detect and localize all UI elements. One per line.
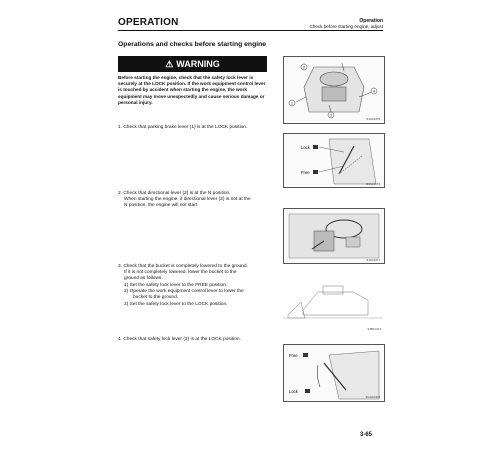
step-3-sub-1: 1) Set the safety lock lever to the FREE position. — [124, 283, 228, 288]
section-title: Operations and checks before starting engine — [118, 41, 267, 48]
warning-text: Before starting the engine, check that the safety lock lever is securely at the LOCK position. If the work equipment control lever is touched by accident when starting the engine, the work equipment may move unexpectedly and cause serious damage or personal injury. — [118, 75, 266, 105]
lock-label: Lock — [301, 145, 310, 150]
figure-code: 9GA04408 — [365, 395, 380, 399]
step-3-sub-2b: bucket to the ground. — [133, 295, 179, 300]
step-1-text: 1. Check that parking brake lever (1) is at the LOCK position. — [118, 125, 248, 130]
step-2-line-3: N position, the engine will not start. — [124, 203, 199, 208]
figure-directional-lever — [283, 208, 385, 264]
step-3-line-1: 3. Check that the bucket is completely lowered to the ground. — [118, 264, 248, 269]
warning-label: WARNING — [176, 59, 220, 69]
figure-code: 9JA04475 — [366, 117, 380, 121]
free-label: Free — [301, 170, 310, 175]
callout-2: 2 — [303, 65, 305, 70]
figure-bucket-lowered — [283, 280, 383, 332]
header-subtitle: Check before starting engine, adjust — [309, 24, 383, 29]
page-number: 3-65 — [360, 432, 373, 438]
step-2-line-1: 2. Check that directional lever (2) is at the N position. — [118, 191, 231, 196]
header-rule — [118, 30, 383, 31]
step-3-line-2: If it is not completely lowered, lower the bucket to the — [124, 270, 237, 275]
callout-4: 4 — [373, 89, 375, 94]
header-title: Operation — [359, 18, 383, 24]
warning-banner — [118, 56, 267, 72]
warning-triangle-icon: ⚠ — [165, 58, 174, 69]
figure-safety-lock-lever — [283, 344, 385, 402]
free-label: Free — [289, 353, 298, 358]
step-2-line-2: When starting the engine, if directional lever (2) is not at the — [124, 197, 251, 202]
callout-3: 3 — [330, 113, 332, 118]
figure-parking-brake — [283, 133, 385, 188]
figure-cab-overview — [283, 56, 385, 124]
step-3-sub-3: 3) Set the safety lock lever to the LOCK position. — [124, 302, 228, 307]
step-4-text: 4. Check that safety lock lever (3) is at the LOCK position. — [118, 337, 241, 342]
figure-code: 9RA04674 — [365, 182, 380, 186]
chapter-title: OPERATION — [118, 17, 179, 28]
step-3-sub-2a: 2) Operate the work equipment control lever to lower the — [124, 289, 244, 294]
lock-label: Lock — [289, 389, 298, 394]
callout-1: 1 — [291, 101, 293, 106]
step-3-line-3: ground as follows. — [124, 276, 163, 281]
figure-code: 9JB01213 — [367, 327, 381, 331]
figure-code: 9JA04477 — [366, 258, 380, 262]
